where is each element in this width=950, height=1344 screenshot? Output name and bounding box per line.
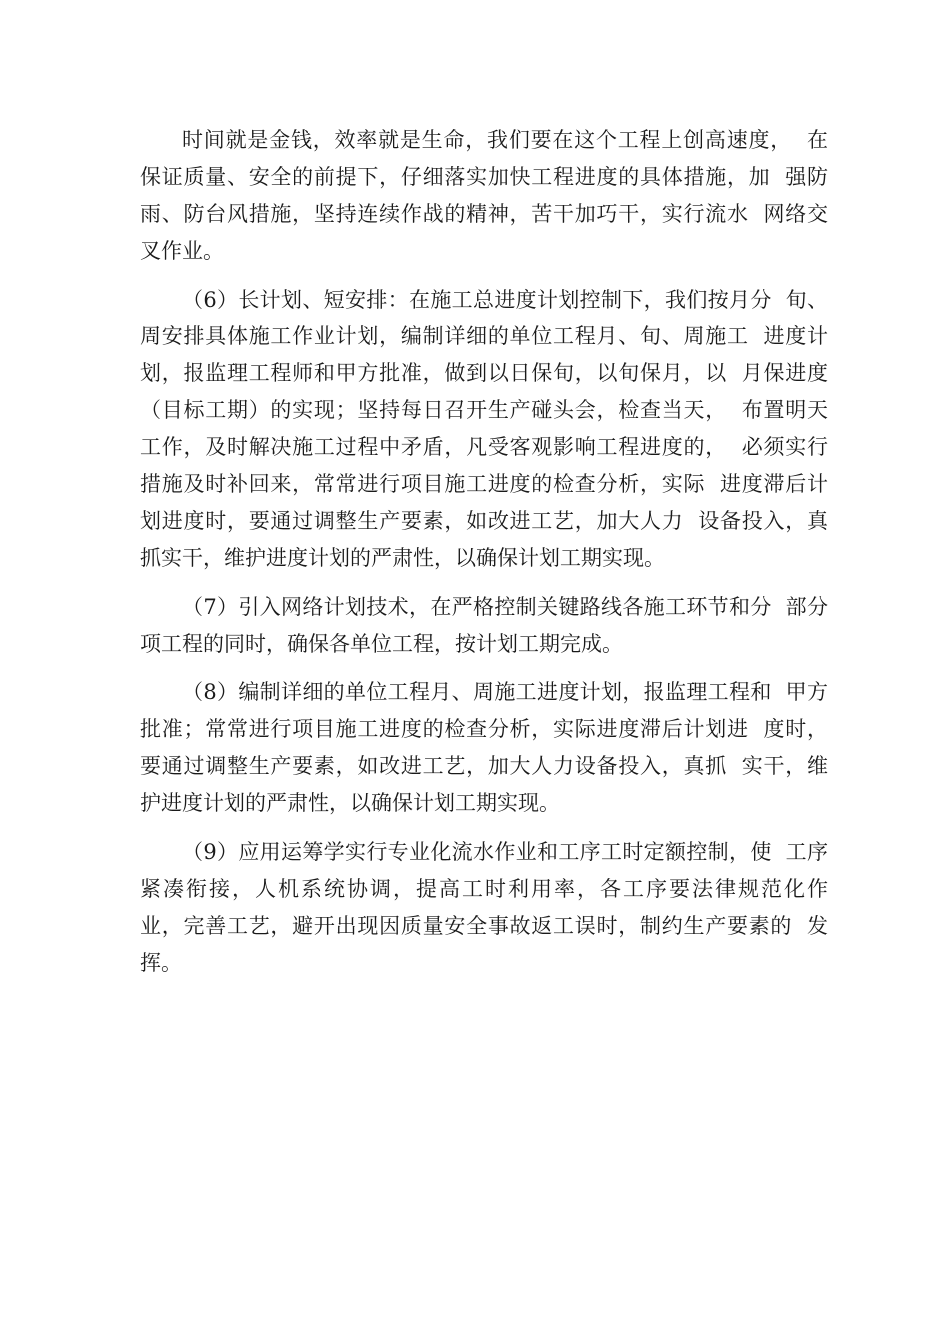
paragraph-line: （8）编制详细的单位工程月、周施工进度计划，报监理工程和 甲方 — [182, 680, 828, 705]
paragraph-line: 挥。 — [140, 950, 182, 975]
paragraph-line: 项工程的同时，确保各单位工程，按计划工期完成。 — [140, 631, 623, 656]
paragraph-line: 措施及时补回来，常常进行项目施工进度的检查分析，实际 进度滞后计 — [140, 472, 828, 497]
paragraph-line: 时间就是金钱，效率就是生命，我们要在这个工程上创高速度， 在 — [182, 128, 828, 152]
paragraph-line: 雨、防台风措施，坚持连续作战的精神，苦干加巧干，实行流水 网络交 — [140, 201, 828, 226]
paragraph-line: 划，报监理工程师和甲方批准，做到以日保旬，以旬保月，以 月保进度 — [140, 361, 828, 386]
paragraph-line: （6）长计划、短安排：在施工总进度计划控制下，我们按月分 旬、 — [182, 287, 828, 312]
paragraph-9 — [140, 834, 828, 982]
paragraph-7 — [140, 589, 828, 663]
paragraph-8 — [140, 674, 828, 822]
paragraph-line: 要通过调整生产要素，如改进工艺，加大人力设备投入，真抓 实干，维 — [140, 754, 828, 779]
paragraph-line: 叉作业。 — [140, 238, 224, 263]
paragraph-line: （目标工期）的实现；坚持每日召开生产碰头会，检查当天， 布置明天 — [140, 398, 828, 423]
paragraph-line: 护进度计划的严肃性，以确保计划工期实现。 — [140, 791, 560, 816]
paragraph-line: 批准；常常进行项目施工进度的检查分析，实际进度滞后计划进 度时， — [140, 717, 828, 742]
paragraph-line: 业，完善工艺，避开出现因质量安全事故返工误时，制约生产要素的 发 — [140, 913, 828, 938]
paragraph-line: 紧凑衔接，人机系统协调，提高工时利用率，各工序要法律规范化作 — [140, 876, 828, 901]
paragraph-line: （9）应用运筹学实行专业化流水作业和工序工时定额控制，使 工序 — [182, 840, 828, 865]
paragraph-line: 周安排具体施工作业计划，编制详细的单位工程月、旬、周施工 进度计 — [140, 324, 828, 349]
paragraph-line: 保证质量、安全的前提下，仔细落实加快工程进度的具体措施，加 强防 — [140, 164, 828, 189]
paragraph-line: 抓实干，维护进度计划的严肃性，以确保计划工期实现。 — [140, 545, 665, 570]
paragraph-line: 划进度时，要通过调整生产要素，如改进工艺，加大人力 设备投入，真 — [140, 508, 828, 533]
paragraph-line: （7）引入网络计划技术，在严格控制关键路线各施工环节和分 部分 — [182, 594, 828, 619]
paragraph-6 — [140, 282, 828, 577]
paragraph-1 — [140, 122, 828, 270]
document-body — [140, 122, 828, 994]
paragraph-line: 工作，及时解决施工过程中矛盾，凡受客观影响工程进度的， 必须实行 — [140, 435, 828, 460]
